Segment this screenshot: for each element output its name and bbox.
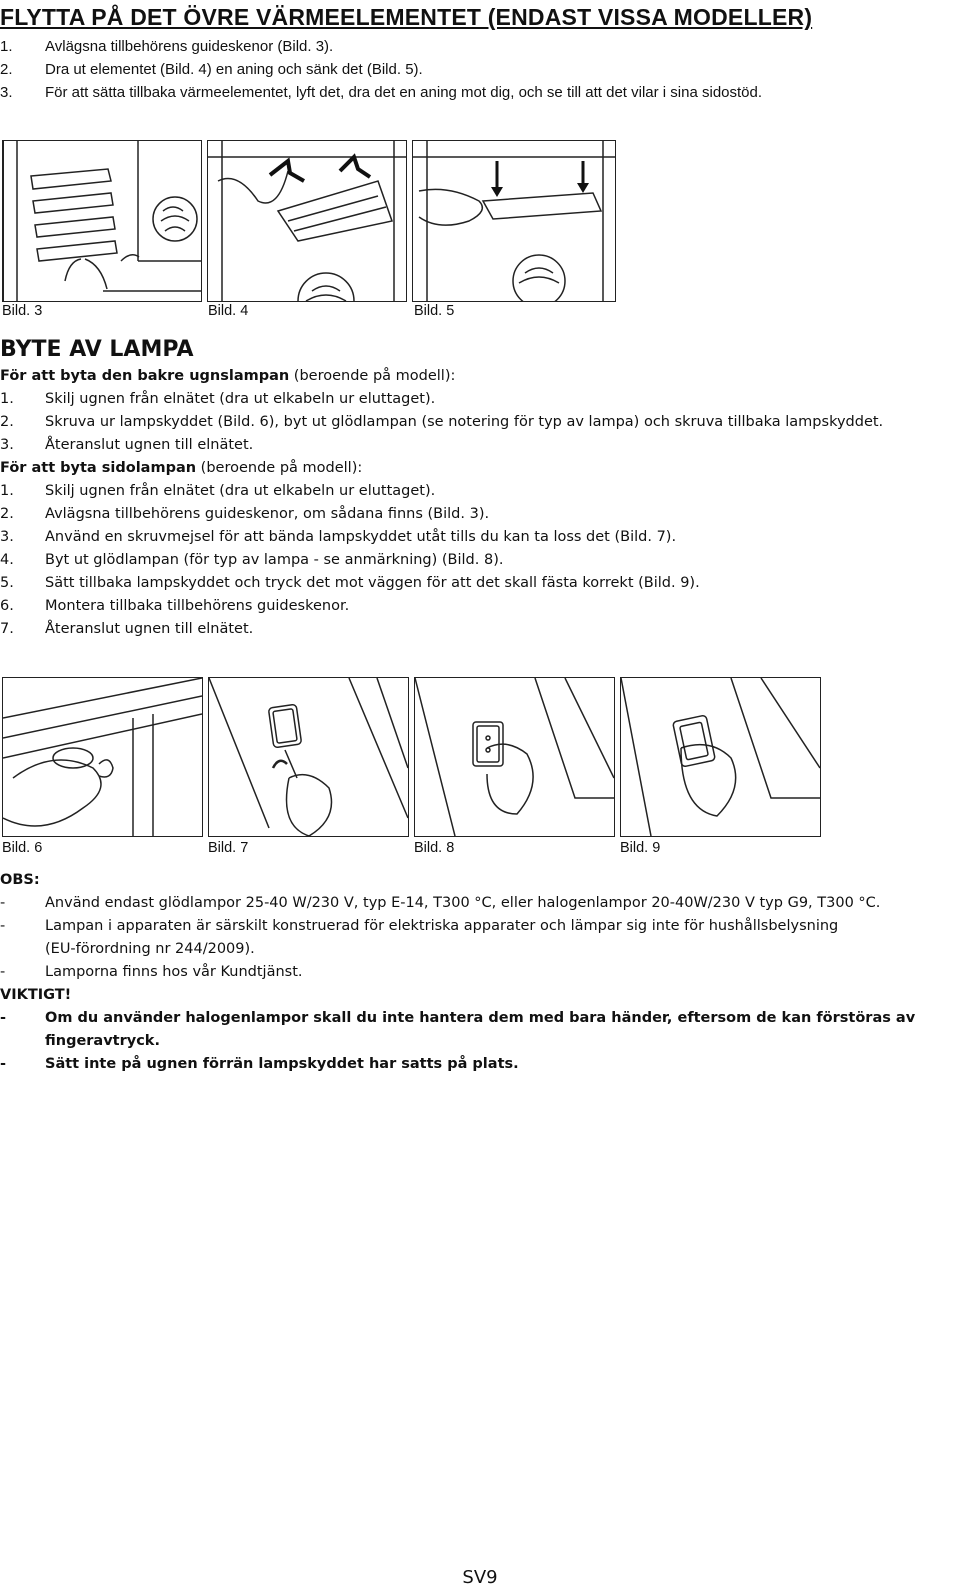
figure-caption: Bild. 6	[2, 840, 43, 856]
list-item: 3. Återanslut ugnen till elnätet.	[0, 437, 254, 453]
list-item: 1. Skilj ugnen från elnätet (dra ut elkabeln ur eluttaget).	[0, 391, 436, 407]
figure-bild-4	[207, 140, 407, 302]
rear-lamp-unscrew-icon	[3, 678, 202, 836]
oven-rack-removal-icon	[3, 141, 201, 301]
figure-bild-8	[414, 677, 615, 837]
figure-caption: Bild. 8	[414, 840, 455, 856]
screwdriver-lamp-cover-icon	[209, 678, 408, 836]
subheading-rear-lamp: För att byta den bakre ugnslampan (beroende på modell):	[0, 368, 456, 384]
list-item: - Lampan i apparaten är särskilt konstruerad för elektriska apparater och lämpar sig inte för hushållsbelysning	[0, 918, 839, 934]
list-item: 3. För att sätta tillbaka värmeelementet, lyft det, dra det en aning mot dig, och se till att det vilar i sina sidostöd.	[0, 84, 763, 101]
list-item: - Lamporna finns hos vår Kundtjänst.	[0, 964, 303, 980]
list-item: 4. Byt ut glödlampan (för typ av lampa - se anmärkning) (Bild. 8).	[0, 552, 504, 568]
figure-bild-5	[412, 140, 616, 302]
heating-element-pull-icon	[208, 141, 406, 301]
list-item: 1. Skilj ugnen från elnätet (dra ut elkabeln ur eluttaget).	[0, 483, 436, 499]
list-item-continued: (EU-förordning nr 244/2009).	[45, 941, 255, 957]
list-item: 7. Återanslut ugnen till elnätet.	[0, 621, 254, 637]
figure-bild-7	[208, 677, 409, 837]
figure-caption: Bild. 9	[620, 840, 661, 856]
list-item: - Om du använder halogenlampor skall du inte hantera dem med bara händer, eftersom de kan förstöras av	[0, 1010, 916, 1026]
figure-bild-3	[2, 140, 202, 302]
list-item: 2. Dra ut elementet (Bild. 4) en aning och sänk det (Bild. 5).	[0, 61, 423, 78]
figure-caption: Bild. 3	[2, 303, 43, 319]
list-item: 1. Avlägsna tillbehörens guideskenor (Bild. 3).	[0, 38, 334, 55]
section-title-heating-element: FLYTTA PÅ DET ÖVRE VÄRMEELEMENTET (ENDAST VISSA MODELLER)	[0, 4, 813, 30]
section-title-lamp: BYTE AV LAMPA	[0, 337, 194, 362]
figure-caption: Bild. 5	[414, 303, 455, 319]
bulb-replace-icon	[415, 678, 614, 836]
subheading-side-lamp: För att byta sidolampan (beroende på modell):	[0, 460, 363, 476]
heating-element-lower-icon	[413, 141, 615, 301]
figure-caption: Bild. 4	[208, 303, 249, 319]
obs-label: OBS:	[0, 872, 40, 888]
list-item: 2. Skruva ur lampskyddet (Bild. 6), byt ut glödlampan (se notering för typ av lampa) och skruva tillbaka lampskyddet.	[0, 414, 884, 430]
list-item: 2. Avlägsna tillbehörens guideskenor, om sådana finns (Bild. 3).	[0, 506, 490, 522]
list-item: 5. Sätt tillbaka lampskyddet och tryck det mot väggen för att det skall fästa korrekt (Bild. 9).	[0, 575, 700, 591]
list-item: - Använd endast glödlampor 25-40 W/230 V, typ E-14, T300 °C, eller halogenlampor 20-40W/230 V typ G9, T300 °C.	[0, 895, 881, 911]
figure-caption: Bild. 7	[208, 840, 249, 856]
page-number: SV9	[462, 1567, 498, 1588]
list-item: 6. Montera tillbaka tillbehörens guideskenor.	[0, 598, 350, 614]
list-item-continued: fingeravtryck.	[45, 1033, 160, 1049]
list-item: 3. Använd en skruvmejsel för att bända lampskyddet utåt tills du kan ta loss det (Bild. 7).	[0, 529, 677, 545]
lamp-cover-refit-icon	[621, 678, 820, 836]
list-item: - Sätt inte på ugnen förrän lampskyddet har satts på plats.	[0, 1056, 519, 1072]
figure-bild-9	[620, 677, 821, 837]
figure-bild-6	[2, 677, 203, 837]
important-label: VIKTIGT!	[0, 987, 72, 1003]
